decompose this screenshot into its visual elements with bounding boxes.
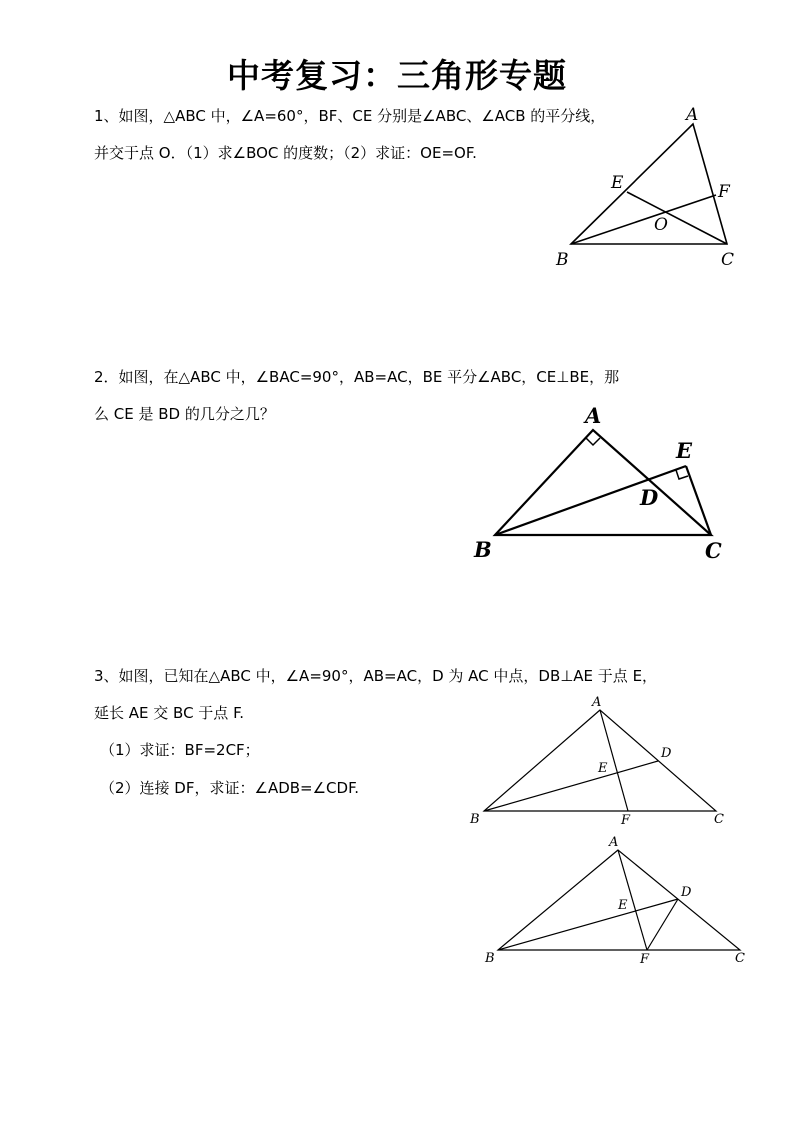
fig1-label-f: F: [718, 182, 730, 202]
fig3b-label-c: C: [735, 951, 745, 966]
fig2-label-c: C: [705, 538, 722, 563]
problem-3-line-3: （1）求证：BF=2CF；: [100, 741, 260, 759]
fig3a-label-a: A: [592, 695, 602, 710]
fig3a-label-f: F: [621, 813, 631, 828]
problem-3-line-4: （2）连接 DF，求证：∠ADB=∠CDF.: [100, 779, 360, 797]
problem-3-line-2: 延长 AE 交 BC 于点 F.: [94, 704, 245, 722]
problem-2-line-1: 2．如图，在△ABC 中，∠BAC=90°，AB=AC，BE 平分∠ABC，CE⊥BE，那: [94, 368, 620, 386]
fig1-label-c: C: [721, 250, 735, 270]
fig2-label-a: A: [585, 403, 602, 428]
problem-3-line-1: 3、如图，已知在△ABC 中，∠A=90°，AB=AC，D 为 AC 中点，DB⊥AE 于点 E，: [94, 667, 658, 685]
fig2-label-d: D: [640, 485, 659, 510]
fig3a-label-b: B: [470, 812, 480, 827]
problem-1-line-2: 并交于点 O．（1）求∠BOC 的度数；（2）求证：OE=OF.: [94, 144, 477, 162]
fig3b-label-e: E: [618, 898, 628, 913]
fig3b-label-b: B: [485, 951, 495, 966]
fig1-label-b: B: [556, 250, 569, 270]
fig1-label-a: A: [686, 105, 699, 125]
problem-1-line-1: 1、如图，△ABC 中，∠A=60°，BF、CE 分别是∠ABC、∠ACB 的平分线，: [94, 107, 606, 125]
fig3a-label-d: D: [661, 746, 672, 761]
page-title: 中考复习：三角形专题: [227, 56, 567, 95]
fig3b-label-f: F: [640, 952, 650, 967]
fig2-label-e: E: [676, 438, 693, 463]
fig3a-label-e: E: [598, 761, 608, 776]
problem-2-line-2: 么 CE 是 BD 的几分之几？: [94, 405, 275, 423]
fig3b-label-d: D: [681, 885, 692, 900]
fig2-label-b: B: [474, 537, 492, 562]
fig3b-label-a: A: [609, 835, 619, 850]
fig3a-label-c: C: [714, 812, 724, 827]
fig1-label-e: E: [611, 173, 624, 193]
fig1-label-o: O: [654, 215, 668, 235]
